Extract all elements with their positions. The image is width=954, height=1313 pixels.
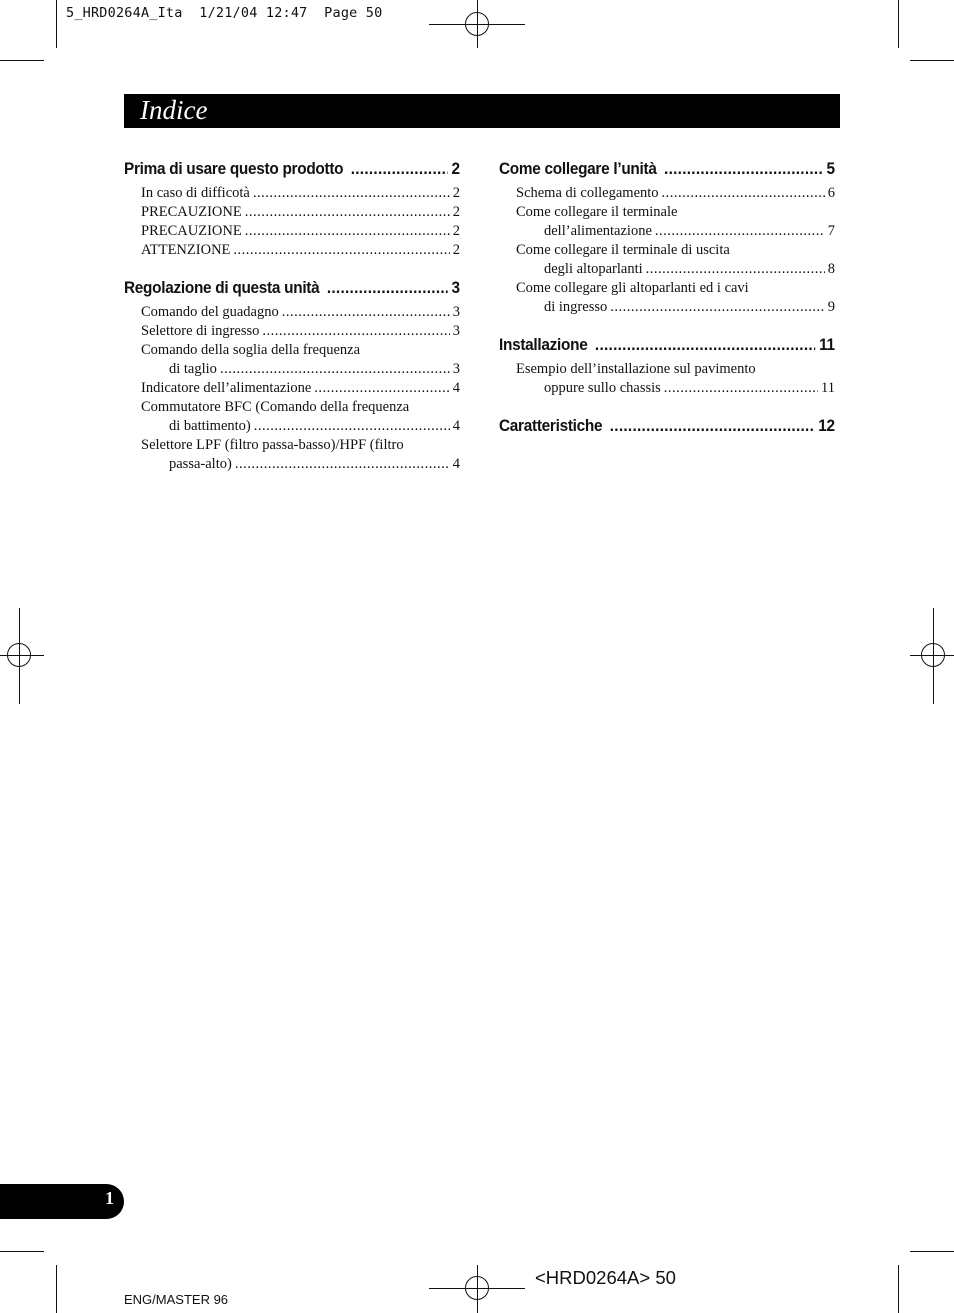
toc-section-heading[interactable]: Installazione ..... 11 [499, 334, 835, 356]
toc-entry[interactable]: Selettore di ingresso ..... 3 [124, 322, 460, 341]
footer-master: ENG/MASTER 96 [124, 1292, 229, 1307]
toc-entry[interactable]: Esempio dell’installazione sul pavimento oppure sullo chassis ..... 11 [499, 360, 835, 398]
toc-entry[interactable]: Come collegare il terminale di uscita degli altoparlanti ..... 8 [499, 241, 835, 279]
toc-section [124, 277, 460, 474]
toc-entry[interactable]: Comando della soglia della frequenza di taglio ..... 3 [124, 341, 460, 379]
page-title: Indice [140, 95, 208, 125]
crop-mark [910, 60, 954, 61]
crop-mark [0, 1251, 44, 1252]
toc-entry[interactable]: Selettore LPF (filtro passa-basso)/HPF (filtro passa-alto) ..... 4 [124, 436, 460, 474]
toc-section [124, 158, 460, 260]
registration-circle-icon [7, 643, 31, 667]
page-number-tab [0, 1184, 124, 1219]
toc-entry[interactable]: Come collegare il terminale dell’alimentazione ..... 7 [499, 203, 835, 241]
print-slug: 5_HRD0264A_Ita 1/21/04 12:47 Page 50 [66, 5, 383, 21]
toc-section [499, 334, 835, 398]
toc-right-column [499, 158, 835, 437]
crop-mark [56, 1265, 57, 1313]
toc-entry[interactable]: Indicatore dell’alimentazione ..... 4 [124, 379, 460, 398]
toc-section-heading[interactable]: Come collegare l’unità ..... 5 [499, 158, 835, 180]
toc-entry[interactable]: Commutatore BFC (Comando della frequenza di battimento) ..... 4 [124, 398, 460, 436]
toc-entry[interactable]: PRECAUZIONE ..... 2 [124, 203, 460, 222]
toc-entry[interactable]: Come collegare gli altoparlanti ed i cavi di ingresso ..... 9 [499, 279, 835, 317]
toc-entry[interactable]: Comando del guadagno ..... 3 [124, 303, 460, 322]
toc-entry[interactable]: PRECAUZIONE ..... 2 [124, 222, 460, 241]
registration-circle-icon [465, 12, 489, 36]
toc-section-heading[interactable]: Regolazione di questa unità ..... 3 [124, 277, 460, 299]
toc-entry[interactable]: Schema di collegamento ..... 6 [499, 184, 835, 203]
page-number: 1 [105, 1188, 114, 1208]
crop-mark [898, 0, 899, 48]
crop-mark [0, 60, 44, 61]
footer-code: <HRD0264A> 50 [535, 1267, 676, 1288]
toc-entry[interactable]: In caso di difficotà ..... 2 [124, 184, 460, 203]
registration-circle-icon [465, 1276, 489, 1300]
toc-left-column [124, 158, 460, 491]
toc-entry[interactable]: ATTENZIONE ..... 2 [124, 241, 460, 260]
toc-section [499, 415, 835, 437]
registration-circle-icon [921, 643, 945, 667]
crop-mark [56, 0, 57, 48]
toc-section-heading[interactable]: Prima di usare questo prodotto ..... 2 [124, 158, 460, 180]
page-title-bar [124, 94, 840, 128]
crop-mark [898, 1265, 899, 1313]
toc-section-heading[interactable]: Caratteristiche ..... 12 [499, 415, 835, 437]
toc-section [499, 158, 835, 317]
crop-mark [910, 1251, 954, 1252]
